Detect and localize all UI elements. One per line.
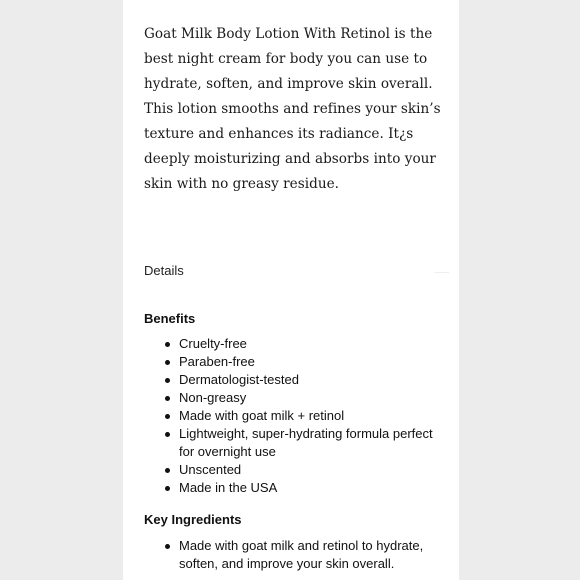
bullet-icon: [165, 468, 170, 473]
list-item: [144, 353, 444, 371]
list-item: [144, 461, 444, 479]
benefit-text: Made in the USA: [179, 480, 278, 495]
key-ingredients-list: [144, 537, 444, 573]
product-details-card: [123, 0, 459, 580]
product-description: Goat Milk Body Lotion With Retinol is the best night cream for body you can use to hydrate, soften, and improve skin overall. This lotion smooths and refines your skin’s texture and enhances its radiance. It¿s deeply moisturizing and absorbs into your skin with no greasy residue.: [144, 26, 441, 192]
bullet-icon: [165, 414, 170, 419]
benefit-text: Lightweight, super-hydrating formula perfect for overnight use: [179, 426, 433, 459]
benefit-text: Paraben-free: [179, 354, 255, 369]
bullet-icon: [165, 342, 170, 347]
list-item: [144, 407, 444, 425]
bullet-icon: [165, 432, 170, 437]
benefit-text: Dermatologist-tested: [179, 372, 299, 387]
benefit-text: Cruelty-free: [179, 336, 247, 351]
list-item: [144, 479, 444, 497]
list-item: [144, 425, 444, 461]
ingredient-text: Made with goat milk and retinol to hydrate, soften, and improve your skin overall.: [179, 538, 424, 571]
benefits-heading: Benefits: [144, 311, 196, 326]
list-item: [144, 537, 444, 573]
list-item: [144, 371, 444, 389]
bullet-icon: [165, 486, 170, 491]
bullet-icon: [165, 378, 170, 383]
benefit-text: Unscented: [179, 462, 242, 477]
bullet-icon: [165, 360, 170, 365]
benefit-text: Made with goat milk + retinol: [179, 408, 345, 423]
details-divider: [435, 272, 449, 273]
benefit-text: Non-greasy: [179, 390, 247, 405]
list-item: [144, 335, 444, 353]
key-ingredients-heading: Key Ingredients: [144, 512, 242, 527]
benefits-list: [144, 335, 444, 497]
list-item: [144, 389, 444, 407]
bullet-icon: [165, 544, 170, 549]
details-heading[interactable]: Details: [144, 263, 184, 278]
bullet-icon: [165, 396, 170, 401]
